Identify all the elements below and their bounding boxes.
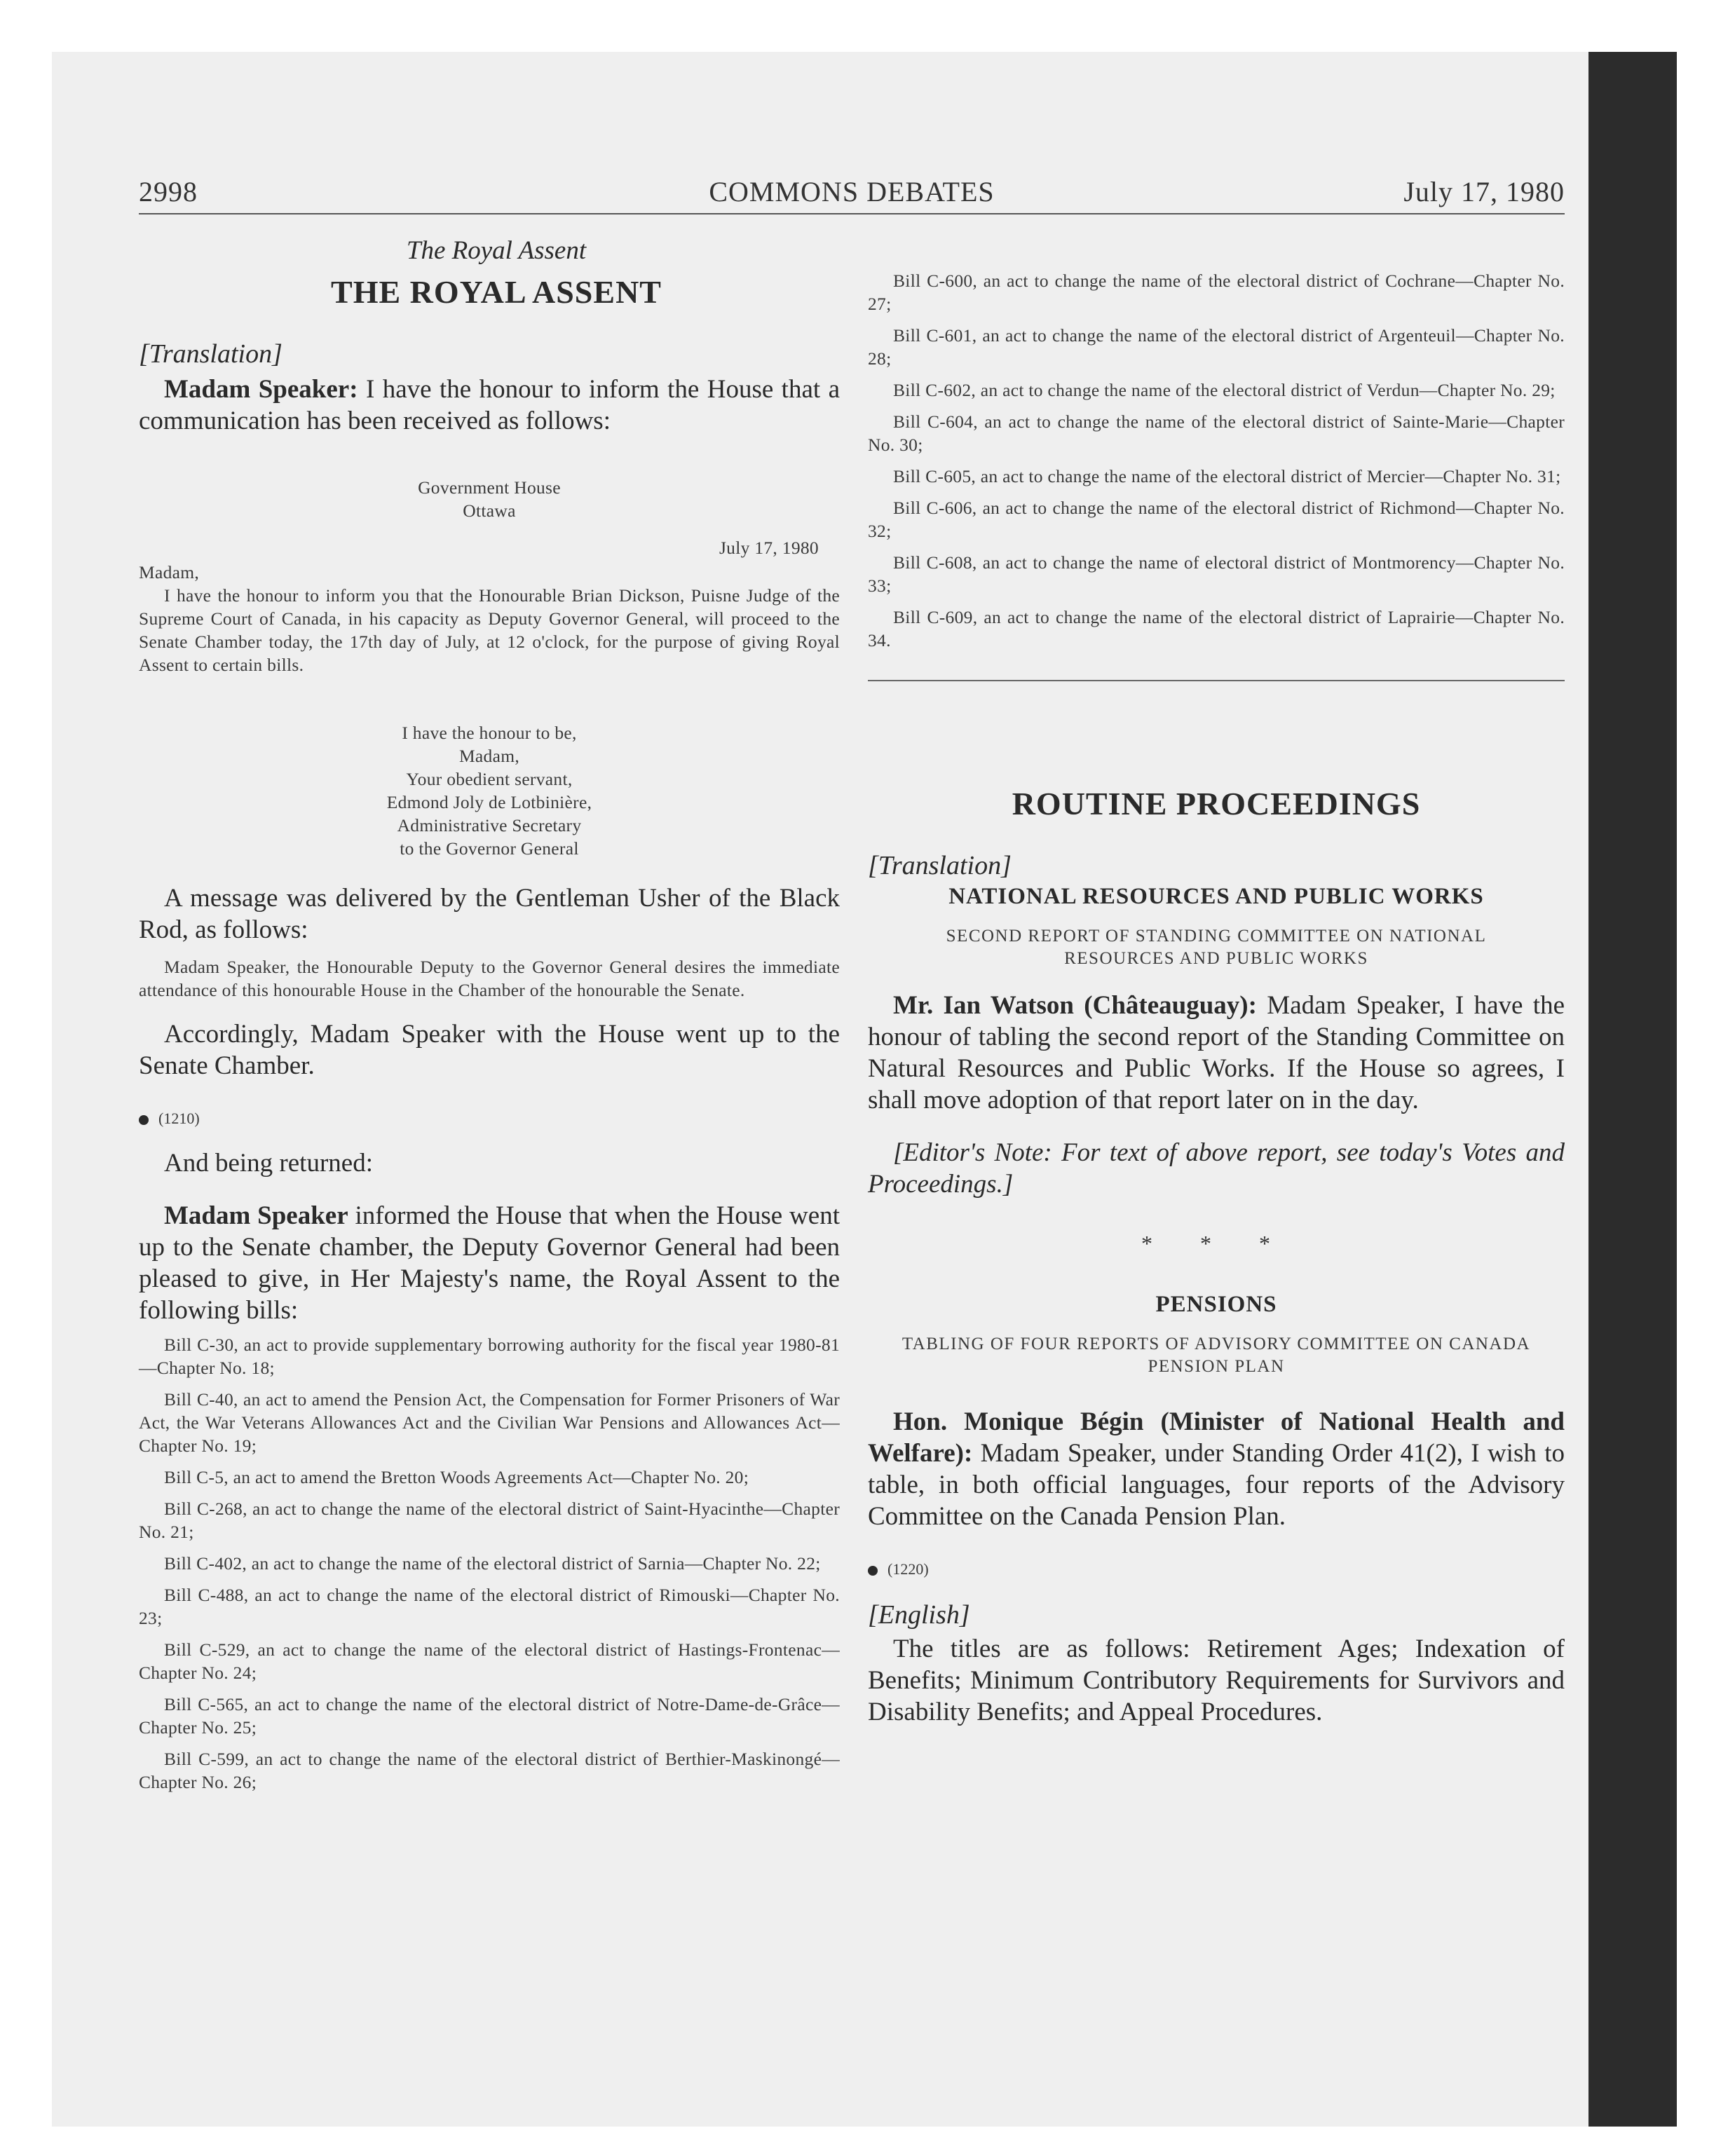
editors-note: [Editor's Note: For text of above report, see today's Votes and Proceedings.] (868, 1138, 1565, 1199)
bill-item: Bill C-30, an act to provide supplementary borrowing authority for the fiscal year 1980-81—Chapter No. 18; (139, 1335, 840, 1378)
nrpw-heading: NATIONAL RESOURCES AND PUBLIC WORKS (948, 884, 1484, 909)
speaker-intro-text: I have the honour to inform the House that a communication has been received as follows: (139, 375, 840, 435)
bill-item: Bill C-601, an act to change the name of the electoral district of Argenteuil—Chapter No. 28; (868, 325, 1565, 369)
bill-item: Bill C-606, an act to change the name of the electoral district of Richmond—Chapter No. 32; (868, 498, 1565, 541)
royal-assent-heading: THE ROYAL ASSENT (331, 274, 662, 310)
bill-item: Bill C-488, an act to change the name of the electoral district of Rimouski—Chapter No. 23; (139, 1585, 840, 1628)
informed-paragraph: Madam Speaker informed the House that when the House went up to the Senate chamber, the Deputy Governor General had been pleased to give, in Her Majesty's name, the Royal Assent to the following bills: (139, 1201, 840, 1325)
letter-salutation: Madam, (139, 562, 200, 582)
speaker-name: Madam Speaker (164, 1201, 348, 1230)
binding-edge (1588, 52, 1677, 2127)
speaker-name: Madam Speaker: (164, 375, 358, 404)
bill-item: Bill C-402, an act to change the name of the electoral district of Sarnia—Chapter No. 22; (164, 1553, 821, 1574)
member-name: Mr. Ian Watson (Châteauguay): (893, 991, 1257, 1020)
bill-item: Bill C-604, an act to change the name of the electoral district of Sainte-Marie—Chapter No. 30; (868, 411, 1565, 455)
member-name: Hon. Monique Bégin (Minister of National Health and Welfare): (868, 1407, 1565, 1468)
signatory-title: to the Governor General (400, 838, 579, 859)
time-marker: (1220) (868, 1560, 1565, 1578)
section-stars: * * * (1141, 1231, 1291, 1256)
pensions-heading: PENSIONS (1155, 1292, 1277, 1317)
bill-item: Bill C-600, an act to change the name of the electoral district of Cochrane—Chapter No. 27; (868, 271, 1565, 314)
bill-item: Bill C-5, an act to amend the Bretton Woods Agreements Act—Chapter No. 20; (164, 1467, 749, 1487)
closing-line: I have the honour to be, (402, 723, 577, 743)
bill-list-continued (868, 269, 1565, 652)
nrpw-subheading: SECOND REPORT OF STANDING COMMITTEE ON NATIONAL RESOURCES AND PUBLIC WORKS (946, 927, 1487, 968)
bill-list (139, 1333, 840, 1794)
header-rule (139, 213, 1565, 214)
header-date: July 17, 1980 (1403, 176, 1565, 207)
letter-body: I have the honour to inform you that the Honourable Brian Dickson, Puisne Judge of the Supreme Court of Canada, in his capacity as Deputy Governor General, will proceed to the Senate Chamber today, the 17th day of July, at 12 o'clock, for the purpose of giving Royal Assent to certain bills. (139, 585, 840, 675)
bill-item: Bill C-268, an act to change the name of the electoral district of Saint-Hyacinthe—Chapter No. 21; (139, 1499, 840, 1542)
bill-item: Bill C-599, an act to change the name of the electoral district of Berthier-Maskinongé—Chapter No. 26; (139, 1749, 840, 1792)
section-divider (868, 680, 1565, 681)
closing-line: Madam, (458, 746, 520, 766)
address-line-1: Government House (418, 477, 561, 498)
left-column (139, 236, 840, 1802)
bill-item: Bill C-565, an act to change the name of the electoral district of Notre-Dame-de-Grâce—Chapter No. 25; (139, 1694, 840, 1738)
letter-date: July 17, 1980 (719, 538, 819, 558)
message-paragraph: A message was delivered by the Gentleman Usher of the Black Rod, as follows: (139, 884, 840, 944)
bill-item: Bill C-40, an act to amend the Pension Act, the Compensation for Former Prisoners of War Act, the War Veterans Allowances Act and the Civilian War Pensions and Allowances Act—Chapter No. 19; (139, 1389, 840, 1456)
signatory-title: Administrative Secretary (397, 815, 582, 835)
signatory-name: Edmond Joly de Lotbinière, (386, 792, 592, 812)
watson-paragraph: Mr. Ian Watson (Châteauguay): Madam Speaker, I have the honour of tabling the second report of the Standing Committee on Natural Resources and Public Works. If the House so agrees, I shall move adoption of that report later on in the day. (868, 991, 1565, 1114)
bill-item: Bill C-609, an act to change the name of the electoral district of Laprairie—Chapter No. 34. (868, 607, 1565, 650)
bullet-icon (868, 1566, 878, 1576)
letter-address (139, 476, 840, 522)
section-subtitle: The Royal Assent (406, 236, 587, 265)
routine-proceedings-heading: ROUTINE PROCEEDINGS (1012, 786, 1421, 821)
speaker-intro-paragraph (139, 374, 840, 437)
right-column (868, 236, 1565, 1728)
publication-title: COMMONS DEBATES (709, 176, 995, 207)
accordingly-paragraph: Accordingly, Madam Speaker with the House went up to the Senate Chamber. (139, 1020, 840, 1080)
translation-note: [Translation] (139, 339, 283, 369)
begin-paragraph: Hon. Monique Bégin (Minister of National Health and Welfare): Madam Speaker, under Standing Order 41(2), I wish to table, in both official languages, four reports of the Advisory Committee on the Canada Pension Plan. (868, 1407, 1565, 1531)
english-note: [English] (868, 1600, 970, 1630)
page-header (139, 175, 1565, 217)
page-number: 2998 (139, 176, 198, 207)
translation-note: [Translation] (868, 851, 1012, 880)
message-quote: Madam Speaker, the Honourable Deputy to the Governor General desires the immediate attendance of this honourable House in the Chamber of the honourable the Senate. (139, 957, 840, 1000)
time-marker: (1210) (139, 1110, 840, 1128)
bill-item: Bill C-529, an act to change the name of the electoral district of Hastings-Frontenac—Chapter No. 24; (139, 1639, 840, 1683)
bill-item: Bill C-608, an act to change the name of electoral district of Montmorency—Chapter No. 33; (868, 552, 1565, 596)
address-line-2: Ottawa (463, 500, 516, 521)
bill-item: Bill C-602, an act to change the name of the electoral district of Verdun—Chapter No. 29; (893, 380, 1556, 400)
bill-item: Bill C-605, an act to change the name of the electoral district of Mercier—Chapter No. 31; (893, 466, 1561, 486)
titles-paragraph: The titles are as follows: Retirement Ages; Indexation of Benefits; Minimum Contributory Requirements for Survivors and Disability Benefits; and Appeal Procedures. (868, 1635, 1565, 1726)
bullet-icon (139, 1115, 149, 1125)
pensions-subheading: TABLING OF FOUR REPORTS OF ADVISORY COMMITTEE ON CANADA PENSION PLAN (901, 1335, 1531, 1376)
closing-line: Your obedient servant, (406, 769, 573, 789)
returned-paragraph: And being returned: (164, 1149, 373, 1178)
letter-closing (139, 721, 840, 860)
